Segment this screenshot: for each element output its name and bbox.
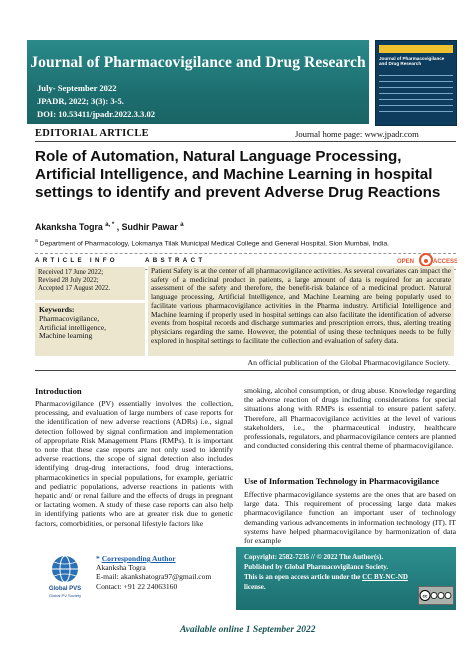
svg-text:OPEN: OPEN [397,259,415,265]
corresponding-author [96,554,211,591]
global-pvs-logo [40,553,90,599]
official-publication-note: An official publication of the Global Pharmacovigilance Society. [247,358,450,367]
license-link[interactable]: CC BY-NC-ND [362,573,408,581]
doi-link[interactable]: DOI: 10.53411/jpadr.2022.3.3.02 [37,109,156,119]
issue-ref: JPADR, 2022; 3(3): 3-5. [37,96,124,106]
abstract-label: ABSTRACT [145,257,206,264]
journal-banner [27,40,369,124]
keyword-item: Artificial intelligence, [39,322,107,332]
divider [35,141,456,142]
dashed-divider [35,253,456,254]
divider [35,370,456,371]
journal-cover-thumbnail [375,40,457,126]
abstract-text: Patient Safety is at the center of all pharmacovigilance activities. As several covariates can impact the safety of a medicinal product in patients, a large amount of data is required for an accurate assessment of the safety and therefore, the benefit-risk balance of a medicinal product. Natural language processing, Artificial Intelligence, and Machine Learning are being popularly used to facilitate various pharmacovigilance activities in the Pharma industry. Artificial Intelligence and Machine learning if properly used in hospital settings can also facilitate the identification of adverse events from hospital records and discharge summaries and prescription errors, thus, alerting treating physicians regarding the same. However, the potential of using these techniques needs to be fully explored in hospital settings to facilitate the collection and evaluation of safety data. [148,266,454,356]
article-type: EDITORIAL ARTICLE [35,128,149,139]
section-heading: Use of Information Technology in Pharmacovigilance [244,476,440,486]
copyright-line: Copyright: 2582-7235 // © 2022 The Author(s). [244,553,384,561]
article-info-label: ARTICLE INFO [35,257,118,264]
received-date: Received 17 June 2022; [38,269,104,276]
cc-license-badge[interactable] [418,586,454,605]
corr-contact: Contact: +91 22 24063160 [96,581,178,591]
corresponding-author-link[interactable]: Corresponding Author [101,554,176,563]
affiliation-text: Department of Pharmacology, Lokmanya Tilak Municipal Medical College and General Hospital, Sion Mumbai, India. [37,240,390,248]
keyword-item: Pharmacovigilance, [39,313,100,323]
cover-title: Journal of Pharmacovigilance and Drug Research [379,56,445,66]
logo-subtext: Global PV Society [48,593,82,598]
available-online-date: Available online 1 September 2022 [180,625,316,635]
author-1: Akanksha Togra [35,222,103,232]
paper-title: Role of Automation, Natural Language Processing, Artificial Intelligence, and Machine Learning in hospital settings to identify and prevent Adverse Drug Reactions [35,148,441,201]
affiliation-marker: a [35,238,38,244]
svg-text:cc: cc [422,593,428,599]
keywords-box [35,303,145,356]
body-paragraph: Effective pharmacovigilance systems are the ones that are based on large data. This requirement of processing large data makes pharmacovigilance function an important user of technology demanding various advancements in information technology (IT). IT systems have helped pharmacovigilance by harmonization of data for example [244,490,456,546]
logo-text: Global PVS [48,586,82,592]
author-1-marker: a, * [105,222,115,229]
svg-text:ACCESS: ACCESS [433,259,457,265]
accepted-date: Accepted 17 August 2022. [38,285,111,292]
license-text: This is an open access article under the [244,573,363,581]
journal-homepage-link[interactable]: Journal home page: www.jpadr.com [295,129,419,139]
introduction-text: Pharmacovigilance (PV) essentially involves the collection, processing, and evaluation of large numbers of case reports for the identification of new adverse reactions (ADRs) i.e., signal detection followed by signal confirmation and implementation of appropriate Risk Management Plans (RMPs). It is important to note that these case reports are not only used to identify adverse reactions, the scope of signal detection also includes identifying drug-drug interactions, food drug interactions, pharmacokinetics in special populations, for example, geriatric and pediatric populations, adverse reactions in patients with hepatic and/ or renal failure and the effects of drugs in pregnant or lactating women. A study of these case reports can also help in identifying patients who are at greater risk due to genetic factors, comorbidities, or personal lifestyle factors like [35,399,233,528]
keywords-heading: Keywords: [39,305,75,314]
article-dates [35,267,145,300]
introduction-heading: Introduction [35,386,82,396]
revised-date: Revised 28 July 2022; [38,277,99,284]
corr-name: Akanksha Togra [96,563,146,573]
corr-email[interactable]: E-mail: akankshatogra97@gmail.com [96,572,212,582]
copyright-block [244,552,414,592]
author-2: Sudhir Pawar [121,222,178,232]
issue-date: July- September 2022 [37,83,117,93]
license-text-end: license. [244,583,266,591]
body-paragraph: smoking, alcohol consumption, or drug abuse. Knowledge regarding the adverse reaction of drugs including considerations for special situations along with RMPs is essential to ensure patient safety. Therefore, all Pharmacovigilance activities at the level of various stakeholders, i.e., the pharmaceutical industry, healthcare professionals, regulators, and pharmacovigilance centers are planned and conducted considering this central theme of pharmacovigilance. [244,386,456,451]
journal-title: Journal of Pharmacovigilance and Drug Research [30,54,366,71]
publisher-line: Published by Global Pharmacovigilance Society. [244,563,389,571]
affiliation [35,238,389,247]
author-separator: , [114,222,122,232]
corr-star: * [96,554,100,563]
author-2-marker: a [180,222,184,229]
license-line [244,572,414,592]
keyword-item: Machine learning [39,331,93,341]
author-list [35,222,184,232]
